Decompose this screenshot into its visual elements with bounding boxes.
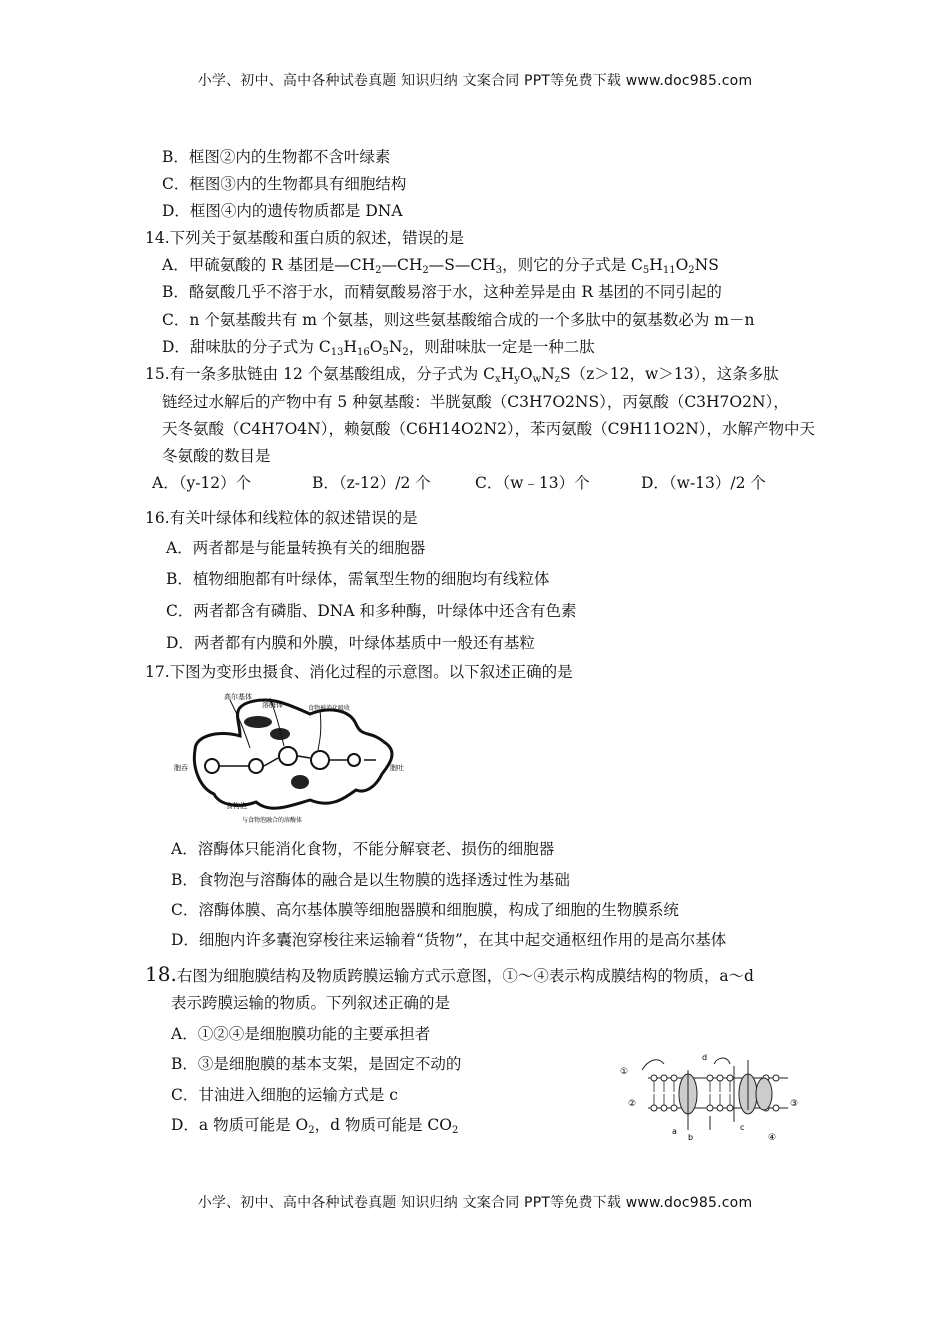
q17-option-c: C．溶酶体膜、高尔基体膜等细胞器膜和细胞膜，构成了细胞的生物膜系统 — [171, 901, 679, 919]
food-vacuole-5 — [348, 754, 360, 766]
food-vacuole-1 — [205, 759, 219, 773]
q13-option-c: C．框图③内的生物都具有细胞结构 — [162, 175, 407, 193]
q16-option-c: C．两者都含有磷脂、DNA 和多种酶，叶绿体中还含有色素 — [166, 602, 577, 620]
label-4: ④ — [768, 1133, 777, 1143]
label-lysosome: 溶酶体 — [262, 701, 283, 709]
q15-stem-line2: 链经过水解后的产物中有 5 种氨基酸：半胱氨酸（C3H7O2NS），丙氨酸（C3H7O2N）， — [162, 393, 789, 411]
label-golgi: 高尔基体 — [224, 693, 252, 701]
label-c: c — [740, 1123, 745, 1132]
label-fusion: 与食物泡融合的溶酶体 — [242, 817, 303, 824]
q13-option-d: D．框图④内的遗传物质都是 DNA — [162, 202, 403, 220]
q15-option-d: D．（w-13）/2 个 — [641, 474, 766, 492]
q18-stem-line2: 表示跨膜运输的物质。下列叙述正确的是 — [171, 994, 451, 1012]
amoeba-digestion-figure — [170, 690, 420, 830]
label-exocytosis: 胞吐 — [390, 764, 404, 772]
page-header: 小学、初中、高中各种试卷真题 知识归纳 文案合同 PPT等免费下载 www.doc985.com — [197, 73, 753, 89]
q15-option-a: A．（y-12）个 — [152, 474, 252, 492]
q15-stem-line4: 冬氨酸的数目是 — [162, 447, 271, 465]
q15-option-b: B．（z-12）/2 个 — [312, 474, 431, 492]
q18-number: 18. — [145, 962, 177, 986]
q17-option-a: A．溶酶体只能消化食物，不能分解衰老、损伤的细胞器 — [171, 840, 555, 858]
label-b: b — [688, 1133, 694, 1142]
q17-option-b: B．食物泡与溶酶体的融合是以生物膜的选择透过性为基础 — [171, 871, 570, 889]
q14-option-a: A．甲硫氨酸的 R 基团是$—CH_2—CH_2—S—CH_3$，则它的分子式是 $C_5H_{11}O_2NS$ — [162, 256, 719, 276]
q16-option-b: B．植物细胞都有叶绿体，需氧型生物的细胞均有线粒体 — [166, 570, 550, 588]
q14-stem: 14.下列关于氨基酸和蛋白质的叙述，错误的是 — [145, 229, 465, 247]
q18-stem-line1: 18.右图为细胞膜结构及物质跨膜运输方式示意图，①～④表示构成膜结构的物质，a～d — [145, 962, 754, 986]
golgi-body — [244, 716, 272, 728]
label-3: ③ — [790, 1099, 799, 1109]
q18-option-b: B．③是细胞膜的基本支架，是固定不动的 — [171, 1055, 462, 1073]
q17-stem: 17.下图为变形虫摄食、消化过程的示意图。以下叙述正确的是 — [145, 663, 573, 681]
q17-option-d: D．细胞内许多囊泡穿梭往来运输着“货物”，在其中起交通枢纽作用的是高尔基体 — [171, 931, 727, 949]
q18-option-c: C．甘油进入细胞的运输方式是 c — [171, 1086, 398, 1104]
q15-option-c: C．（w﹣13）个 — [475, 474, 590, 492]
label-2: ② — [628, 1099, 637, 1109]
food-vacuole-4 — [311, 751, 329, 769]
q18-option-a: A．①②④是细胞膜功能的主要承担者 — [171, 1025, 431, 1043]
q16-option-a: A．两者都是与能量转换有关的细胞器 — [166, 539, 426, 557]
q15-stem-line3: 天冬氨酸（C4H7O4N），赖氨酸（C6H14O2N2），苯丙氨酸（C9H11O2N），水解产物中天 — [162, 420, 816, 438]
label-ingest: 胞吞 — [174, 764, 188, 772]
label-vacuole: 食物泡 — [226, 802, 247, 810]
q14-option-c: C．n 个氨基酸共有 m 个氨基，则这些氨基酸缩合成的一个多肽中的氨基数必为 m－n — [162, 311, 755, 329]
page-footer: 小学、初中、高中各种试卷真题 知识归纳 文案合同 PPT等免费下载 www.doc985.com — [197, 1195, 753, 1211]
label-digest: 食物被消化吸收 — [308, 705, 351, 712]
food-vacuole-3 — [279, 747, 297, 765]
nucleus — [291, 775, 309, 789]
q16-option-d: D．两者都有内膜和外膜，叶绿体基质中一般还有基粒 — [166, 634, 535, 652]
label-d: d — [702, 1053, 708, 1062]
q13-option-b: B．框图②内的生物都不含叶绿素 — [162, 148, 391, 166]
label-1: ① — [620, 1067, 629, 1077]
label-a: a — [672, 1127, 677, 1136]
q18-option-d: D．a 物质可能是 $O_2$，d 物质可能是 $CO_2$ — [171, 1116, 459, 1136]
glycocalyx — [642, 1058, 730, 1070]
membrane-protein-3 — [756, 1078, 772, 1110]
q16-stem: 16.有关叶绿体和线粒体的叙述错误的是 — [145, 509, 418, 527]
q14-option-b: B．酪氨酸几乎不溶于水，而精氨酸易溶于水，这种差异是由 R 基团的不同引起的 — [162, 283, 722, 301]
q15-stem-line1: 15.有一条多肽链由 12 个氨基酸组成，分子式为 $C_xH_yO_wN_zS(z>12$，w＞13），这条多肽 — [145, 365, 779, 385]
food-vacuole-2 — [249, 759, 263, 773]
cell-membrane-figure — [618, 1050, 828, 1146]
q14-option-d: D．甜味肽的分子式为 $C_{13}H_{16}O_5N_2$，则甜味肽一定是一种二肽 — [162, 338, 595, 358]
amoeba-outline — [194, 700, 392, 808]
